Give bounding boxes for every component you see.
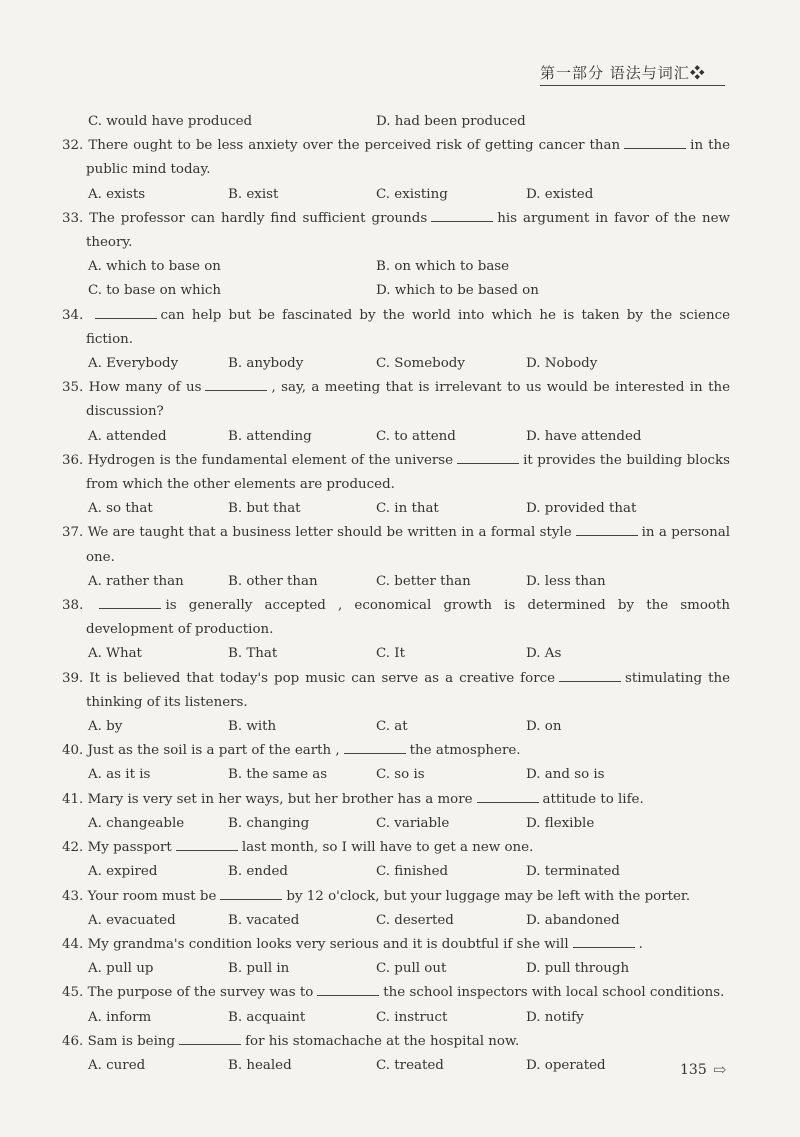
answer-option: B. the same as [228,767,328,783]
answer-option: D. have attended [526,428,642,444]
answer-option: B. with [228,719,277,735]
answer-blank [95,304,157,319]
answer-option: A. inform [88,1009,152,1025]
answer-option: C. variable [376,815,450,831]
question-stem [62,836,730,860]
question-number: 46. [62,1033,84,1049]
question-stem [62,788,730,812]
answer-blank [344,739,406,754]
answer-option: C. in that [376,501,439,517]
question-item [62,836,730,884]
answer-option: D. notify [526,1009,584,1025]
question-stem [62,1030,730,1054]
answer-option: C. better than [376,573,471,589]
answer-options [62,763,730,787]
answer-options [62,957,730,981]
question-number: 33. [62,210,84,226]
question-number: 41. [62,791,84,807]
answer-option: B. changing [228,815,310,831]
question-item [62,739,730,787]
answer-option: A. evacuated [88,912,176,928]
answer-option: B. on which to base [376,259,510,275]
answer-option: B. attending [228,428,312,444]
header-rule [540,85,725,86]
answer-blank [477,788,539,803]
next-page-arrow-icon: ⇨ [713,1060,727,1079]
question-number: 42. [62,840,84,856]
answer-option: C. existing [376,186,448,202]
question-number: 34. [62,307,84,323]
running-header [540,62,725,83]
question-item [62,667,730,740]
answer-option: C. at [376,719,408,735]
question-number: 36. [62,452,84,468]
answer-options [62,570,730,594]
answer-option: A. which to base on [88,259,221,275]
question-text-after-blank: by 12 o'clock, but your luggage may be left with the porter. [286,888,691,904]
question-text-before-blank: My grandma's condition looks very serious and it is doubtful if she will [87,936,569,952]
question-stem [62,885,730,909]
answer-option: D. and so is [526,767,605,783]
answer-blank [576,521,638,536]
question-text-after-blank: his argument in favor of the new theory. [86,210,730,251]
question-text-after-blank: . [638,936,643,952]
answer-option: B. other than [228,573,318,589]
answer-option: D. flexible [526,815,595,831]
question-text-after-blank: for his stomachache at the hospital now. [245,1033,520,1049]
answer-option: A. pull up [88,961,154,977]
previous-question-options [62,110,730,134]
question-text-before-blank: It is believed that today's pop music can serve as a creative force [89,670,556,686]
answer-blank [205,376,267,391]
answer-option: B. That [228,646,278,662]
question-stem [62,134,730,182]
answer-options [62,1054,730,1078]
answer-option: C. finished [376,864,449,880]
answer-option: B. anybody [228,356,304,372]
answer-option: D. less than [526,573,606,589]
answer-option: A. so that [88,501,153,517]
answer-option: B. ended [228,864,288,880]
answer-option: C. so is [376,767,425,783]
question-text-before-blank: My passport [87,840,172,856]
answer-options [62,715,730,739]
question-item [62,788,730,836]
question-item [62,1030,730,1078]
answer-blank [220,885,282,900]
question-stem [62,207,730,255]
option: D. had been produced [376,114,526,129]
question-item [62,134,730,207]
answer-option: C. pull out [376,961,447,977]
answer-option: D. which to be based on [376,283,539,299]
question-item [62,521,730,594]
question-item [62,594,730,667]
question-stem [62,449,730,497]
question-stem [62,739,730,763]
answer-option: B. pull in [228,961,290,977]
answer-option: D. abandoned [526,912,620,928]
answer-option: B. acquaint [228,1009,306,1025]
question-number: 43. [62,888,84,904]
answer-option: B. healed [228,1057,292,1073]
answer-option: C. to attend [376,428,456,444]
question-text-before-blank: Hydrogen is the fundamental element of the universe [87,452,454,468]
question-number: 38. [62,598,84,614]
answer-option: C. deserted [376,912,454,928]
answer-option: B. vacated [228,912,300,928]
question-text-after-blank: it provides the building blocks from which the other elements are produced. [86,452,730,493]
answer-blank [176,836,238,851]
answer-option: C. instruct [376,1009,448,1025]
answer-blank [431,207,493,222]
answer-option: D. As [526,646,562,662]
question-number: 35. [62,380,84,396]
answer-blank [559,667,621,682]
answer-options [62,812,730,836]
question-stem [62,594,730,642]
question-text-before-blank: Your room must be [87,888,217,904]
answer-options [62,1006,730,1030]
question-text-after-blank: last month, so I will have to get a new one. [241,840,534,856]
answer-option: A. rather than [88,573,184,589]
answer-options [62,352,730,376]
question-stem [62,521,730,569]
answer-option: A. cured [88,1057,146,1073]
question-text-before-blank: We are taught that a business letter should be written in a formal style [87,525,572,541]
question-item [62,207,730,304]
answer-option: A. What [88,646,142,662]
question-item [62,449,730,522]
question-text-after-blank: in the public mind today. [86,138,731,178]
answer-option: A. as it is [88,767,151,783]
question-text-before-blank: Mary is very set in her ways, but her brother has a more [87,791,473,807]
answer-option: A. attended [88,428,167,444]
question-text-before-blank: There ought to be less anxiety over the perceived risk of getting cancer than [88,138,621,154]
answer-blank [624,134,686,149]
question-item [62,981,730,1029]
question-number: 44. [62,936,84,952]
question-text-after-blank: stimulating the thinking of its listeners. [86,670,731,710]
answer-option: C. treated [376,1057,444,1073]
diamond-ornament-icon: ❖ [689,64,706,82]
question-text-after-blank: the school inspectors with local school conditions. [383,985,725,1001]
question-stem [62,304,730,352]
answer-option: A. Everybody [88,356,179,372]
question-text-before-blank: How many of us [88,380,202,396]
answer-options [62,183,730,207]
question-stem [62,933,730,957]
question-number: 39. [62,670,84,686]
answer-option: B. exist [228,186,279,202]
answer-option: A. expired [88,864,158,880]
answer-option: D. on [526,719,562,735]
question-text-before-blank: Sam is being [87,1033,176,1049]
answer-options [62,425,730,449]
question-text-after-blank: is generally accepted , economical growth is determined by the smooth development of production. [86,598,730,638]
question-stem [62,376,730,424]
answer-option: A. by [88,719,123,735]
answer-option: C. It [376,646,405,662]
question-stem [62,981,730,1005]
question-number: 32. [62,138,84,154]
question-text-after-blank: the atmosphere. [409,743,521,759]
question-text-before-blank: The purpose of the survey was to [87,985,314,1001]
question-list [62,110,730,1078]
answer-option: D. terminated [526,864,620,880]
answer-option: C. Somebody [376,356,465,372]
answer-option: D. operated [526,1057,606,1073]
question-item [62,885,730,933]
answer-blank [573,933,635,948]
header-title: 第一部分 语法与词汇 [540,64,690,82]
question-text-after-blank: , say, a meeting that is irrelevant to us would be interested in the discussion? [86,380,731,420]
question-text-after-blank: can help but be fascinated by the world into which he is taken by the science fiction. [86,307,730,347]
answer-blank [317,981,379,996]
answer-options [62,642,730,666]
answer-blank [457,449,519,464]
question-text-after-blank: in a personal one. [86,525,731,565]
question-text-after-blank: attitude to life. [542,791,644,807]
question-stem [62,667,730,715]
question-item [62,376,730,449]
answer-options [62,255,730,303]
question-item [62,933,730,981]
page-number: 135 [680,1062,707,1078]
answer-options [62,497,730,521]
answer-option: D. Nobody [526,356,598,372]
answer-option: B. but that [228,501,301,517]
option: C. would have produced [88,114,253,129]
answer-option: D. pull through [526,961,630,977]
question-number: 45. [62,985,84,1001]
question-item [62,304,730,377]
answer-option: D. existed [526,186,594,202]
answer-options [62,909,730,933]
question-text-before-blank: Just as the soil is a part of the earth , [87,743,340,759]
answer-options [62,860,730,884]
answer-blank [99,594,161,609]
question-text-before-blank: The professor can hardly find sufficient grounds [89,210,428,226]
answer-option: A. changeable [88,815,185,831]
answer-option: C. to base on which [88,283,222,299]
answer-option: A. exists [88,186,146,202]
question-number: 37. [62,525,84,541]
question-number: 40. [62,743,84,759]
answer-blank [179,1030,241,1045]
answer-option: D. provided that [526,501,637,517]
